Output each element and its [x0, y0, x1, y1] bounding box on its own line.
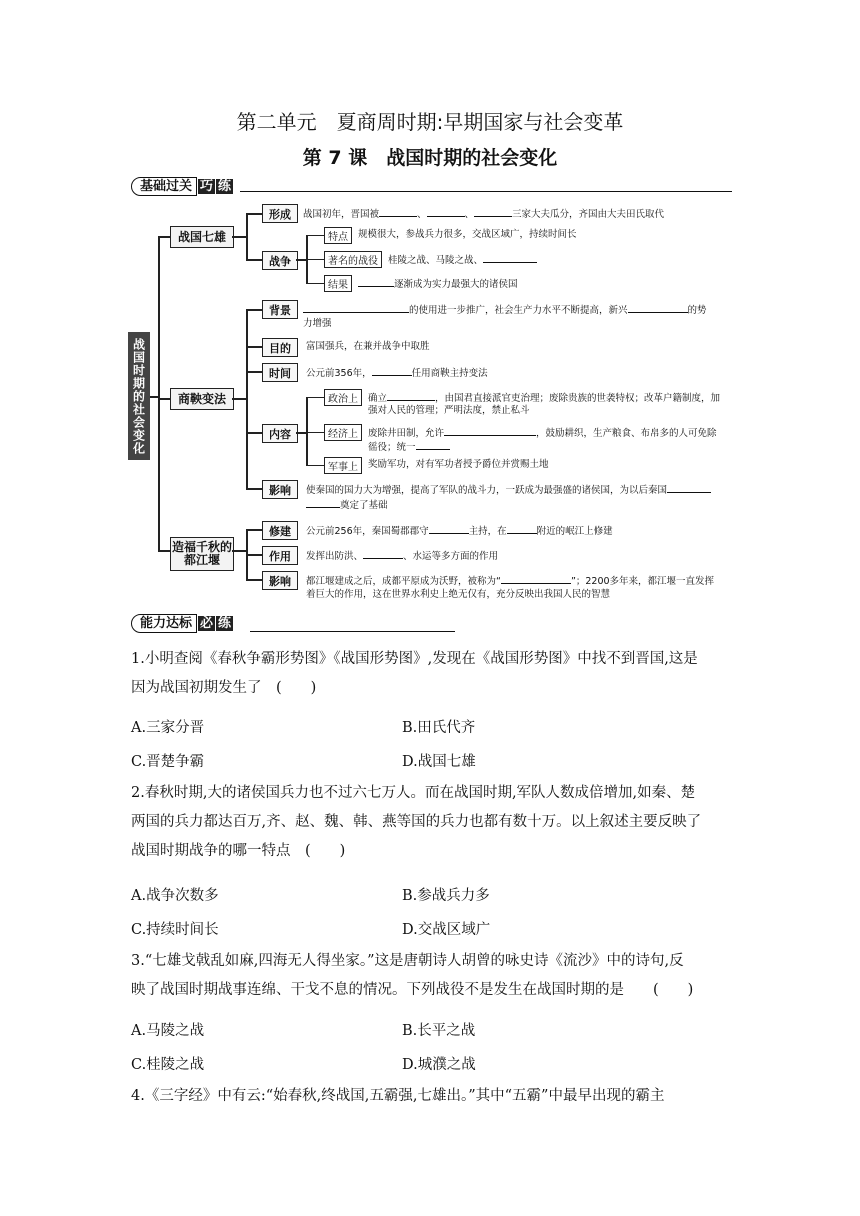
connector [246, 554, 262, 556]
node-result: 结果 [324, 275, 352, 292]
node-seven-states: 战国七雄 [170, 226, 234, 248]
mindmap-root: 战国时期的社会变化 [128, 332, 150, 460]
formation-text: 战国初年，晋国被 、 、 三家大夫瓜分，齐国由大夫田氏取代 [303, 206, 664, 222]
function-text: 发挥出防洪、 、水运等多方面的作用 [306, 548, 498, 564]
option-c: C.晋楚争霸 [131, 754, 205, 770]
node-shang-yang-reform: 商鞅变法 [170, 388, 234, 410]
section-label: 能力达标 [131, 614, 197, 633]
node-function: 作用 [262, 546, 298, 565]
connector [232, 236, 246, 238]
purpose-text: 富国强兵，在兼并战争中取胜 [306, 341, 430, 352]
unit-title: 第二单元 夏商周时期:早期国家与社会变革 [236, 110, 624, 134]
question-text: 战国时期战争的哪一特点 ( ) [131, 843, 346, 859]
option-d: D.交战区域广 [402, 922, 491, 938]
option-a: A.战争次数多 [131, 888, 219, 904]
connector [246, 213, 248, 260]
option-b: B.长平之战 [402, 1023, 476, 1039]
background-text-cont: 力增强 [303, 318, 332, 329]
connector [158, 236, 170, 238]
connector [246, 346, 262, 348]
impact-text: 使秦国的国力大为增强，提高了军队的战斗力，一跃成为最强盛的诸侯国，为以后秦国 [306, 482, 711, 498]
node-military: 军事上 [324, 457, 362, 474]
section-badge: 练 [218, 616, 232, 631]
connector [246, 488, 262, 490]
question-text: 2.春秋时期,大的诸侯国兵力也不过六七万人。而在战国时期,军队人数成倍增加,如秦、楚 [131, 785, 696, 801]
node-time: 时间 [262, 363, 298, 382]
impact-text-cont: 奠定了基础 [306, 497, 388, 513]
node-background: 背景 [262, 300, 298, 319]
node-war: 战争 [262, 251, 298, 270]
connector [246, 309, 262, 311]
connector [246, 529, 262, 531]
section-header-basic [131, 175, 233, 194]
connector [306, 235, 324, 236]
node-dujiangyan: 造福千秋的都江堰 [170, 537, 234, 571]
option-b: B.参战兵力多 [402, 888, 490, 904]
section-label: 基础过关 [131, 177, 197, 196]
influence-text: 都江堰建成之后，成都平原成为沃野，被称为“ ”；2200多年来，都江堰一直发挥 [306, 573, 714, 589]
question-3 [131, 951, 741, 1000]
battles-text: 桂陵之战、马陵之战、 [388, 252, 537, 268]
node-feature: 特点 [324, 227, 352, 244]
lesson-title: 第 7 课 战国时期的社会变化 [302, 147, 558, 169]
connector [306, 432, 324, 433]
option-a: A.三家分晋 [131, 720, 205, 736]
option-b: B.田氏代齐 [402, 720, 476, 736]
connector [296, 259, 306, 261]
construction-text: 公元前256年，秦国蜀郡郡守 主持，在 附近的岷江上修建 [306, 523, 613, 539]
politics-text-cont: 强对人民的管理；严明法度，禁止私斗 [368, 405, 530, 416]
question-text: 因为战国初期发生了 ( ) [131, 680, 317, 696]
connector [246, 213, 262, 215]
connector [150, 396, 158, 398]
connector [246, 309, 248, 488]
background-text: 的使用进一步推广，社会生产力水平不断提高，新兴 的势 [303, 302, 707, 318]
section-badge: 巧 [200, 179, 214, 194]
question-2 [131, 783, 741, 861]
section-header-ability [131, 612, 233, 631]
node-construction: 修建 [262, 521, 298, 540]
connector [306, 283, 324, 284]
economy-text: 废除井田制，允许 ，鼓励耕织，生产粮食、布帛多的人可免除 [368, 425, 717, 441]
connector [158, 550, 170, 552]
section-divider [250, 631, 455, 632]
question-4 [131, 1086, 741, 1106]
feature-text: 规模很大，参战兵力很多，交战区域广，持续时间长 [358, 229, 577, 240]
question-text: 两国的兵力都达百万,齐、赵、魏、韩、燕等国的兵力也都有数十万。以上叙述主要反映了 [131, 814, 702, 830]
connector [306, 259, 324, 260]
option-d: D.战国七雄 [402, 754, 476, 770]
connector [232, 398, 246, 400]
military-text: 奖励军功，对有军功者授予爵位并赏赐土地 [368, 459, 549, 470]
connector [306, 465, 324, 466]
node-politics: 政治上 [324, 389, 362, 406]
question-text: 4.《三字经》中有云:“始春秋,终战国,五霸强,七雄出。”其中“五霸”中最早出现的霸主 [131, 1088, 665, 1104]
question-text: 映了战国时期战事连绵、干戈不息的情况。下列战役不是发生在战国时期的是 ( ) [131, 982, 694, 998]
economy-text-cont: 徭役；统一 [368, 439, 450, 455]
node-purpose: 目的 [262, 338, 298, 357]
node-content: 内容 [262, 424, 298, 443]
question-1 [131, 649, 741, 698]
node-formation: 形成 [262, 204, 298, 223]
connector [246, 371, 262, 373]
node-impact: 影响 [262, 480, 298, 499]
option-d: D.城濮之战 [402, 1057, 476, 1073]
result-text: 逐渐成为实力最强大的诸侯国 [358, 276, 518, 292]
connector [306, 397, 308, 465]
node-economy: 经济上 [324, 424, 362, 441]
option-a: A.马陵之战 [131, 1023, 205, 1039]
connector [246, 432, 262, 434]
connector [158, 236, 160, 550]
politics-text: 确立 ，由国君直接派官吏治理；废除贵族的世袭特权；改革户籍制度，加 [368, 390, 720, 406]
section-badge: 练 [218, 179, 232, 194]
section-badge: 必 [200, 616, 214, 631]
connector [306, 397, 324, 398]
option-c: C.桂陵之战 [131, 1057, 205, 1073]
time-text: 公元前356年， 任用商鞅主持变法 [306, 365, 488, 381]
question-text: 1.小明查阅《春秋争霸形势图》《战国形势图》,发现在《战国形势图》中找不到晋国,这是 [131, 651, 698, 667]
option-c: C.持续时间长 [131, 922, 219, 938]
connector [246, 259, 262, 261]
question-text: 3.“七雄戈戟乱如麻,四海无人得坐家。”这是唐朝诗人胡曾的咏史诗《流沙》中的诗句,反 [131, 953, 684, 969]
influence-text-cont: 着巨大的作用，这在世界水利史上绝无仅有，充分反映出我国人民的智慧 [306, 589, 611, 600]
node-influence: 影响 [262, 571, 298, 590]
connector [232, 550, 246, 552]
connector [296, 432, 306, 434]
connector [246, 579, 262, 581]
node-famous-battles: 著名的战役 [324, 251, 382, 268]
connector [158, 398, 170, 400]
section-divider [240, 191, 732, 192]
